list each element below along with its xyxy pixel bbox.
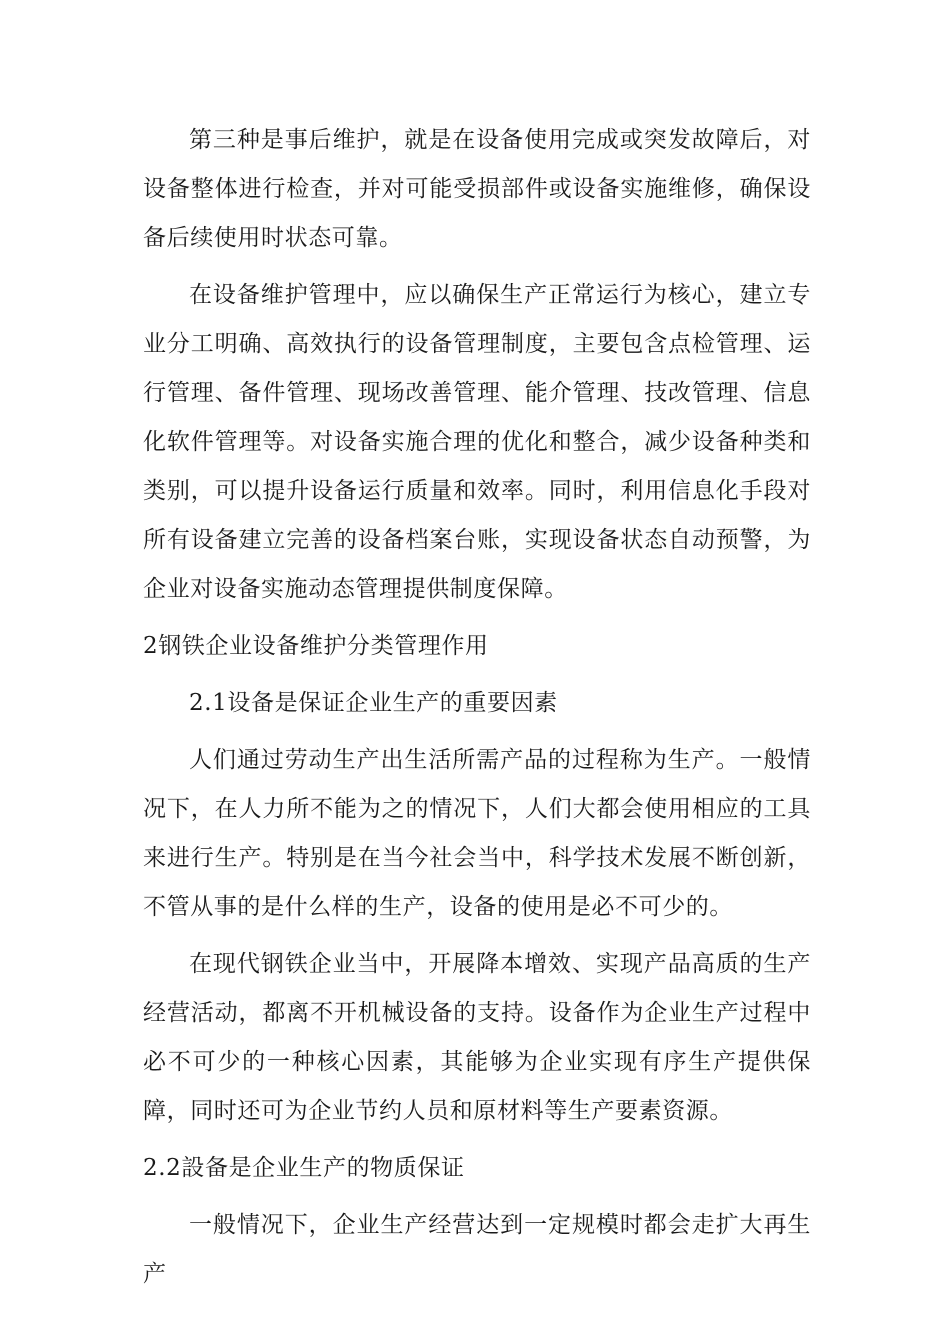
paragraph-post-failure-maintenance: 第三种是事后维护，就是在设备使用完成或突发故障后，对设备整体进行检查，并对可能受损部件或设备实施维修，确保设备后续使用时状态可靠。 <box>143 127 811 251</box>
paragraph-expanded-reproduction: 一般情况下，企业生产经营达到一定规模时都会走扩大再生产 <box>143 1212 811 1287</box>
paragraph-production-tools: 人们通过劳动生产出生活所需产品的过程称为生产。一般情况下，在人力所不能为之的情况下，人们大都会使用相应的工具来进行生产。特别是在当今社会当中，科学技术发展不断创新，不管从事的是什么样的生产，设备的使用是必不可少的。 <box>143 747 811 920</box>
paragraph-modern-steel-enterprise: 在现代钢铁企业当中，开展降本增效、实现产品高质的生产经营活动，都离不开机械设备的支持。设备作为企业生产过程中必不可少的一种核心因素，其能够为企业实现有序生产提供保障，同时还可为企业节约人员和原材料等生产要素资源。 <box>143 951 811 1124</box>
subsection-heading-2-2: 2.2設备是企业生产的物质保证 <box>143 1155 465 1181</box>
subsection-heading-2-1: 2.1设备是保证企业生产的重要因素 <box>189 690 558 716</box>
section-heading-2: 2钢铁企业设备维护分类管理作用 <box>143 633 489 659</box>
document-body <box>143 116 811 1307</box>
paragraph-maintenance-management: 在设备维护管理中，应以确保生产正常运行为核心，建立专业分工明确、高效执行的设备管理制度，主要包含点检管理、运行管理、备件管理、现场改善管理、能介管理、技改管理、信息化软件管理等。对设备实施合理的优化和整合，减少设备种类和类别，可以提升设备运行质量和效率。同时，利用信息化手段对所有设备建立完善的设备档案台账，实现设备状态自动预警，为企业对设备实施动态管理提供制度保障。 <box>143 282 811 602</box>
